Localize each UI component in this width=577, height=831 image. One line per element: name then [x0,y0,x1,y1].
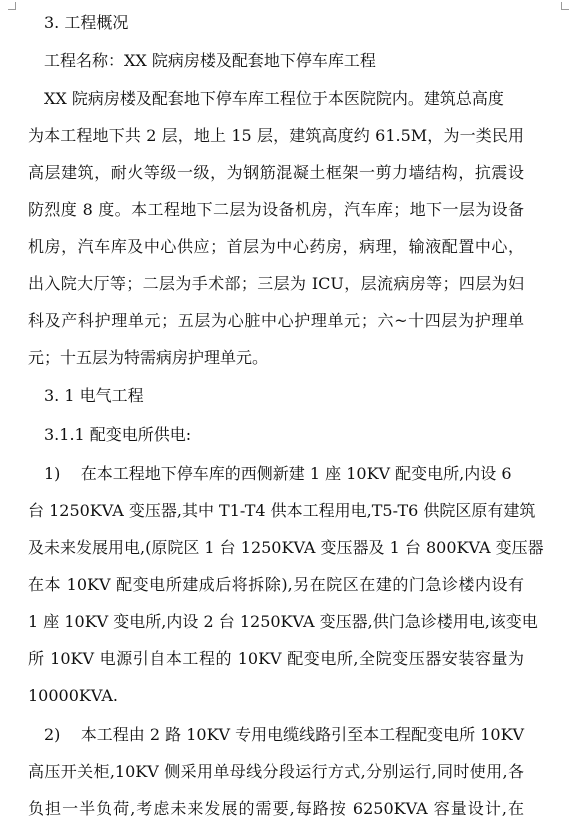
overview-line: 科及产科护理单元；五层为心脏中心护理单元；六~十四层为护理单 [28,311,524,330]
overview-line: XX 院病房楼及配套地下停车库工程位于本医院院内。建筑总高度 [44,89,504,108]
item-1-line: 台 1250KVA 变压器,其中 T1-T4 供本工程用电,T5-T6 供院区原有建筑 [28,501,536,520]
overview-line: 出入院大厅等；二层为手术部；三层为 ICU，层流病房等；四层为妇 [28,274,524,293]
overview-line: 为本工程地下共 2 层，地上 15 层，建筑高度约 61.5M，为一类民用 [28,126,524,145]
sub-heading: 3. 1 电气工程 [44,386,144,405]
overview-line: 防烈度 8 度。本工程地下二层为设备机房，汽车库；地下一层为设备 [28,200,524,219]
overview-line: 高层建筑，耐火等级一级，为钢筋混凝土框架一剪力墙结构，抗震设 [28,163,524,182]
item-2-line: 负担一半负荷,考虑未来发展的需要,每路按 6250KVA 容量设计,在 [28,799,524,818]
overview-line: 元；十五层为特需病房护理单元。 [28,348,269,367]
item-1-line: 在本 10KV 配变电所建成后将拆除),另在院区在建的门急诊楼内设有 [28,575,524,594]
item-2-line: 高压开关柜,10KV 侧采用单母线分段运行方式,分别运行,同时使用,各 [28,762,524,781]
section-heading: 3. 工程概况 [44,13,129,32]
item-1-line: 及未来发展用电,(原院区 1 台 1250KVA 变压器及 1 台 800KVA 变压器 [28,538,544,557]
sub-sub-heading: 3.1.1 配变电所供电: [44,425,192,444]
item-1-line: 1) 在本工程地下停车库的西侧新建 1 座 10KV 配变电所,内设 6 [44,464,512,483]
item-2-line: 2) 本工程由 2 路 10KV 专用电缆线路引至本工程配变电所 10KV [44,725,525,744]
project-name-line: 工程名称：XX 院病房楼及配套地下停车库工程 [44,51,376,70]
item-1-line: 所 10KV 电源引自本工程的 10KV 配变电所,全院变压器安装容量为 [28,649,524,668]
item-1-line: 10000KVA. [28,686,118,705]
overview-line: 机房，汽车库及中心供应；首层为中心药房，病理，输液配置中心， [28,237,524,256]
item-1-line: 1 座 10KV 变电所,内设 2 台 1250KVA 变压器,供门急诊楼用电,该变电 [28,612,538,631]
